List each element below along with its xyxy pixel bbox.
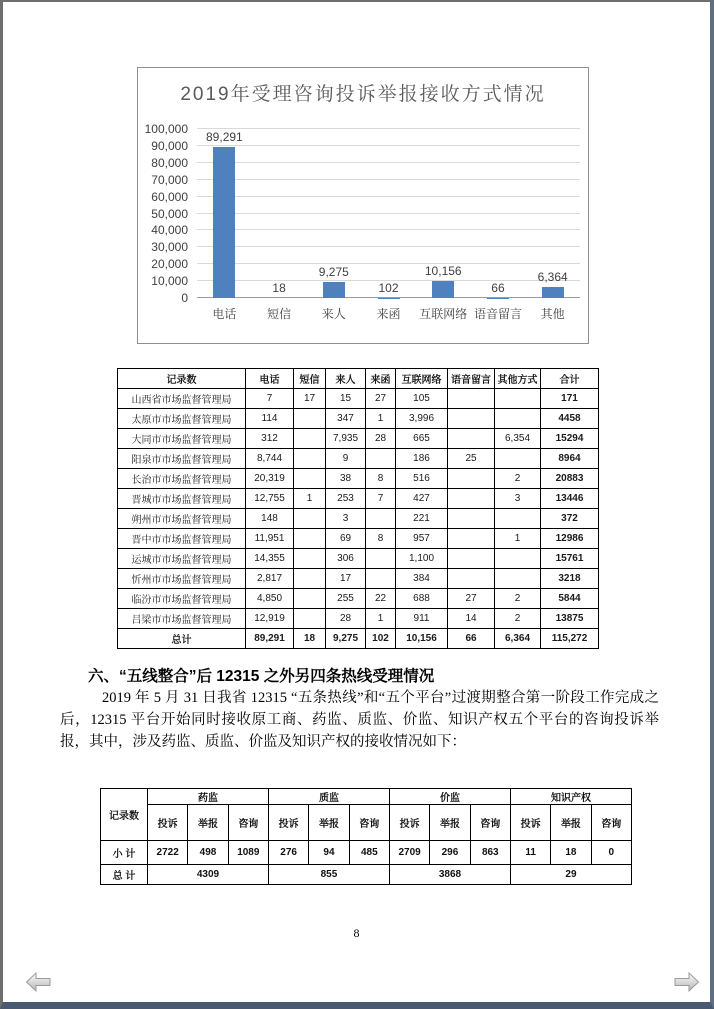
table-cell: 3,996 (396, 409, 448, 429)
y-tick-label: 70,000 (151, 172, 188, 187)
table-cell (294, 469, 326, 489)
subtotal-cell: 2709 (389, 841, 429, 865)
column-header: 电话 (246, 369, 294, 389)
bar-slot (197, 129, 252, 298)
column-header: 其他方式 (495, 369, 541, 389)
table-cell: 3 (326, 509, 366, 529)
table-cell (495, 409, 541, 429)
table-cell: 911 (396, 609, 448, 629)
table-cell (448, 389, 495, 409)
chart-y-axis (138, 122, 190, 305)
group-header-row (101, 789, 632, 805)
bar-value-label: 9,275 (318, 265, 349, 280)
sub-header: 举报 (430, 805, 470, 841)
row-label: 晋城市市场监督管理局 (118, 489, 246, 509)
group-header: 药监 (148, 789, 269, 805)
table-cell: 347 (326, 409, 366, 429)
table-cell: 12,919 (246, 609, 294, 629)
bar-value-label: 102 (378, 280, 399, 295)
table-cell: 6,354 (495, 429, 541, 449)
sub-header: 投诉 (148, 805, 188, 841)
table-cell: 384 (396, 569, 448, 589)
bar (542, 287, 564, 298)
x-tick-label: 短信 (267, 307, 292, 321)
total-cell: 102 (366, 629, 396, 649)
table-row (118, 529, 599, 549)
page-number: 8 (353, 926, 360, 940)
table-cell: 14,355 (246, 549, 294, 569)
table-cell: 8,744 (246, 449, 294, 469)
table-cell: 2 (495, 609, 541, 629)
table-cell (448, 489, 495, 509)
row-label: 运城市市场监督管理局 (118, 549, 246, 569)
table-cell: 17 (326, 569, 366, 589)
x-tick-label: 语音留言 (473, 307, 522, 321)
group-header: 知识产权 (510, 789, 631, 805)
table-row (118, 389, 599, 409)
subtotal-cell: 94 (309, 841, 349, 865)
x-tick-label: 互联网络 (419, 307, 468, 321)
table-cell (366, 549, 396, 569)
total-cell: 89,291 (246, 629, 294, 649)
table-cell (448, 469, 495, 489)
total-cell: 6,364 (495, 629, 541, 649)
sub-header: 咨询 (591, 805, 631, 841)
table-cell (495, 389, 541, 409)
sub-header: 投诉 (389, 805, 429, 841)
bar-value-label: 10,156 (424, 263, 462, 278)
table-row (118, 429, 599, 449)
table-cell: 38 (326, 469, 366, 489)
chart-title: 2019年受理咨询投诉举报接收方式情况 (180, 84, 546, 105)
column-header: 互联网络 (396, 369, 448, 389)
subtotal-label: 小 计 (101, 841, 148, 865)
bar-slot (416, 129, 471, 298)
table-row (118, 549, 599, 569)
row-label: 吕梁市市场监督管理局 (118, 609, 246, 629)
table-cell (495, 449, 541, 469)
group-header: 价监 (389, 789, 510, 805)
bar-slot (252, 129, 307, 298)
reception-table-body (118, 389, 599, 649)
total-cell: 66 (448, 629, 495, 649)
table-cell: 312 (246, 429, 294, 449)
row-label: 朔州市市场监督管理局 (118, 509, 246, 529)
table-cell: 27 (366, 389, 396, 409)
table-cell: 665 (396, 429, 448, 449)
table-row (118, 409, 599, 429)
y-tick-label: 20,000 (151, 257, 188, 272)
table-cell: 105 (396, 389, 448, 409)
sub-header: 投诉 (268, 805, 308, 841)
y-tick-label: 0 (181, 291, 188, 305)
total-cell: 9,275 (326, 629, 366, 649)
table-row (118, 509, 599, 529)
table-cell: 114 (246, 409, 294, 429)
table-cell: 171 (541, 389, 599, 409)
table-cell (448, 529, 495, 549)
table-cell: 7 (246, 389, 294, 409)
y-tick-label: 60,000 (151, 189, 188, 204)
hotline-table-body (101, 789, 632, 885)
table-cell (294, 549, 326, 569)
column-header: 语音留言 (448, 369, 495, 389)
header-row (118, 369, 599, 389)
bar (432, 281, 454, 298)
table-cell: 1 (294, 489, 326, 509)
table-cell: 13446 (541, 489, 599, 509)
table-row (118, 609, 599, 629)
section-heading: 六、“五线整合”后 12315 之外另四条热线受理情况 (88, 668, 435, 685)
reception-table-head (118, 369, 599, 389)
table-cell: 255 (326, 589, 366, 609)
subtotal-cell: 0 (591, 841, 631, 865)
row-label: 长治市市场监督管理局 (118, 469, 246, 489)
row-label: 晋中市市场监督管理局 (118, 529, 246, 549)
total-cell: 855 (268, 865, 389, 885)
x-tick-label: 来人 (321, 307, 346, 321)
total-row (118, 629, 599, 649)
subtotal-cell: 1089 (228, 841, 268, 865)
table-cell: 2,817 (246, 569, 294, 589)
chart-plot (197, 129, 580, 298)
total-label: 总 计 (101, 865, 148, 885)
table-cell: 12,755 (246, 489, 294, 509)
row-label: 忻州市市场监督管理局 (118, 569, 246, 589)
sub-header: 投诉 (510, 805, 550, 841)
table-cell: 8 (366, 529, 396, 549)
table-cell: 12986 (541, 529, 599, 549)
bar (213, 147, 235, 298)
table-cell (448, 409, 495, 429)
table-cell: 8 (366, 469, 396, 489)
hotline-table (100, 788, 632, 885)
table-cell (366, 569, 396, 589)
y-tick-label: 30,000 (151, 240, 188, 255)
total-row (101, 865, 632, 885)
table-cell: 8964 (541, 449, 599, 469)
sub-header: 举报 (188, 805, 228, 841)
table-cell (294, 509, 326, 529)
table-cell (495, 549, 541, 569)
table-row (118, 589, 599, 609)
table-cell: 28 (366, 429, 396, 449)
table-cell: 221 (396, 509, 448, 529)
table-cell (448, 429, 495, 449)
table-cell (448, 509, 495, 529)
reception-table (117, 368, 599, 649)
x-tick-label: 其他 (540, 307, 565, 321)
table-cell: 306 (326, 549, 366, 569)
total-cell: 10,156 (396, 629, 448, 649)
prev-page-button[interactable] (25, 971, 51, 993)
arrow-left-icon (25, 971, 51, 993)
table-cell: 27 (448, 589, 495, 609)
table-cell: 17 (294, 389, 326, 409)
table-cell: 20883 (541, 469, 599, 489)
table-cell: 2 (495, 589, 541, 609)
table-row (118, 489, 599, 509)
bar-value-label: 18 (272, 280, 286, 295)
subtotal-cell: 863 (470, 841, 510, 865)
sub-header: 咨询 (470, 805, 510, 841)
table-cell: 15761 (541, 549, 599, 569)
table-cell (294, 409, 326, 429)
sub-header: 咨询 (349, 805, 389, 841)
bar-value-label: 89,291 (206, 130, 243, 145)
table-cell (366, 449, 396, 469)
total-cell: 115,272 (541, 629, 599, 649)
table-cell: 1 (495, 529, 541, 549)
table-cell (366, 509, 396, 529)
table-row (118, 449, 599, 469)
bar-slot (306, 129, 361, 298)
total-label: 总计 (118, 629, 246, 649)
bar-slot (471, 129, 526, 298)
table-row (118, 469, 599, 489)
table-cell: 688 (396, 589, 448, 609)
table-cell: 7,935 (326, 429, 366, 449)
table-cell: 25 (448, 449, 495, 469)
table-cell (294, 609, 326, 629)
column-header: 记录数 (118, 369, 246, 389)
table-cell: 22 (366, 589, 396, 609)
table-cell: 69 (326, 529, 366, 549)
y-tick-label: 40,000 (151, 223, 188, 238)
y-tick-label: 50,000 (151, 206, 188, 221)
table-cell (294, 429, 326, 449)
body-paragraph: 2019 年 5 月 31 日我省 12315 “五条热线”和“五个平台”过渡期整合第一阶段工作完成之后，12315 平台开始同时接收原工商、药监、质监、价监、知识产权五个平台的咨询投诉举报，其中，涉及药监、质监、价监及知识产权的接收情况如下： (60, 690, 659, 750)
table-cell: 3 (495, 489, 541, 509)
table-cell: 186 (396, 449, 448, 469)
bar-value-label: 66 (491, 280, 505, 295)
y-tick-label: 90,000 (151, 138, 188, 153)
bar-value-label: 6,364 (537, 270, 568, 285)
total-cell: 29 (510, 865, 631, 885)
row-label: 山西省市场监督管理局 (118, 389, 246, 409)
column-header: 来函 (366, 369, 396, 389)
table-cell: 1,100 (396, 549, 448, 569)
table-cell: 516 (396, 469, 448, 489)
subtotal-cell: 485 (349, 841, 389, 865)
table-cell: 957 (396, 529, 448, 549)
total-cell: 18 (294, 629, 326, 649)
table-cell: 148 (246, 509, 294, 529)
table-cell: 4458 (541, 409, 599, 429)
x-tick-label: 来函 (376, 307, 401, 321)
bar (323, 282, 345, 298)
chart-bars (197, 129, 580, 298)
table-cell: 13875 (541, 609, 599, 629)
subtotal-cell: 296 (430, 841, 470, 865)
table-cell: 372 (541, 509, 599, 529)
y-tick-label: 80,000 (151, 155, 188, 170)
group-header: 质监 (268, 789, 389, 805)
total-cell: 3868 (389, 865, 510, 885)
column-header: 短信 (294, 369, 326, 389)
row-label: 太原市市场监督管理局 (118, 409, 246, 429)
table-cell: 253 (326, 489, 366, 509)
subtotal-cell: 276 (268, 841, 308, 865)
table-row (118, 569, 599, 589)
table-cell (495, 509, 541, 529)
table-cell: 15 (326, 389, 366, 409)
table-cell (294, 589, 326, 609)
total-cell: 4309 (148, 865, 269, 885)
table-cell (495, 569, 541, 589)
bar-chart (137, 67, 589, 344)
table-cell: 28 (326, 609, 366, 629)
table-cell (294, 529, 326, 549)
chart-x-axis (197, 305, 580, 322)
sub-header: 咨询 (228, 805, 268, 841)
table-cell: 3218 (541, 569, 599, 589)
table-cell (294, 569, 326, 589)
table-cell: 1 (366, 609, 396, 629)
row-label: 阳泉市市场监督管理局 (118, 449, 246, 469)
bar-slot (361, 129, 416, 298)
row-label: 临汾市市场监督管理局 (118, 589, 246, 609)
corner-header: 记录数 (101, 789, 148, 841)
table-cell: 1 (366, 409, 396, 429)
subtotal-row (101, 841, 632, 865)
table-cell: 4,850 (246, 589, 294, 609)
subtotal-cell: 18 (551, 841, 591, 865)
table-cell: 15294 (541, 429, 599, 449)
table-cell: 2 (495, 469, 541, 489)
next-page-button[interactable] (674, 971, 700, 993)
table-cell (448, 549, 495, 569)
sub-header: 举报 (309, 805, 349, 841)
table-cell (294, 449, 326, 469)
table-cell: 5844 (541, 589, 599, 609)
table-cell: 11,951 (246, 529, 294, 549)
arrow-right-icon (674, 971, 700, 993)
bar-slot (525, 129, 580, 298)
subtotal-cell: 2722 (148, 841, 188, 865)
subtotal-cell: 498 (188, 841, 228, 865)
x-tick-label: 电话 (212, 307, 237, 321)
sub-header: 举报 (551, 805, 591, 841)
table-cell: 9 (326, 449, 366, 469)
y-tick-label: 10,000 (151, 274, 188, 289)
table-cell (448, 569, 495, 589)
row-label: 大同市市场监督管理局 (118, 429, 246, 449)
column-header: 来人 (326, 369, 366, 389)
y-tick-label: 100,000 (144, 122, 188, 136)
table-cell: 20,319 (246, 469, 294, 489)
sub-header-row (101, 805, 632, 841)
table-cell: 7 (366, 489, 396, 509)
subtotal-cell: 11 (510, 841, 550, 865)
column-header: 合计 (541, 369, 599, 389)
table-cell: 14 (448, 609, 495, 629)
table-cell: 427 (396, 489, 448, 509)
